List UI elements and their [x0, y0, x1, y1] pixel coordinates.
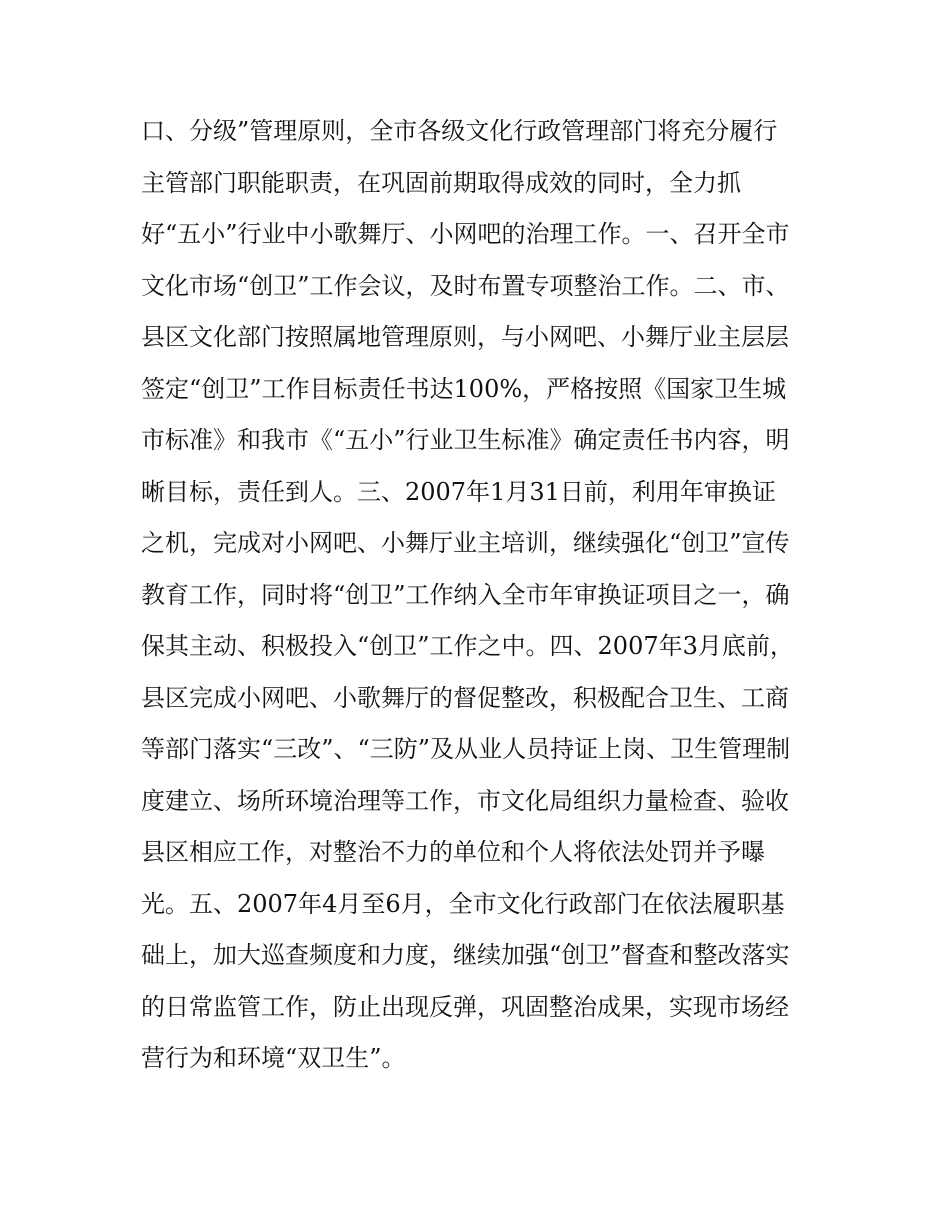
text-line-6: 签定“创卫”工作目标责任书达100%，严格按照《国家卫生城 — [141, 374, 787, 403]
body-paragraph — [141, 106, 821, 1085]
text-line-13: 等部门落实“三改”、“三防”及从业人员持证上岗、卫生管理制 — [141, 735, 791, 763]
text-line-3: 好“五小”行业中小歌舞厅、小网吧的治理工作。一、召开全市 — [141, 220, 790, 248]
text-line-14: 度建立、场所环境治理等工作，市文化局组织力量检查、验收 — [141, 786, 789, 815]
text-line-8: 晰目标，责任到人。三、2007年1月31日前，利用年审换证 — [141, 477, 776, 506]
text-line-7: 市标准》和我市《“五小”行业卫生标准》确定责任书内容，明 — [141, 426, 790, 454]
text-line-9: 之机，完成对小网吧、小舞厅业主培训，继续强化“创卫”宣传 — [141, 529, 790, 557]
text-line-5: 县区文化部门按照属地管理原则，与小网吧、小舞厅业主层层 — [141, 323, 789, 351]
text-line-2: 主管部门职能职责，在巩固前期取得成效的同时，全力抓 — [141, 168, 741, 197]
text-line-1: 口、分级”管理原则，全市各级文化行政管理部门将充分履行 — [141, 117, 778, 145]
text-line-18: 的日常监管工作，防止出现反弹，巩固整治成果，实现市场经 — [141, 992, 789, 1021]
text-line-16: 光。五、2007年4月至6月，全市文化行政部门在依法履职基 — [141, 889, 785, 918]
text-line-12: 县区完成小网吧、小歌舞厅的督促整改，积极配合卫生、工商 — [141, 683, 789, 712]
text-line-19: 营行为和环境“双卫生”。 — [141, 1044, 406, 1072]
text-line-15: 县区相应工作，对整治不力的单位和个人将依法处罚并予曝 — [141, 838, 765, 866]
text-line-17: 础上，加大巡查频度和力度，继续加强“创卫”督查和整改落实 — [141, 941, 790, 969]
text-line-4: 文化市场“创卫”工作会议，及时布置专项整治工作。二、市、 — [141, 271, 790, 300]
text-line-11: 保其主动、积极投入“创卫”工作之中。四、2007年3月底前， — [141, 632, 794, 660]
text-line-10: 教育工作，同时将“创卫”工作纳入全市年审换证项目之一，确 — [141, 580, 790, 609]
